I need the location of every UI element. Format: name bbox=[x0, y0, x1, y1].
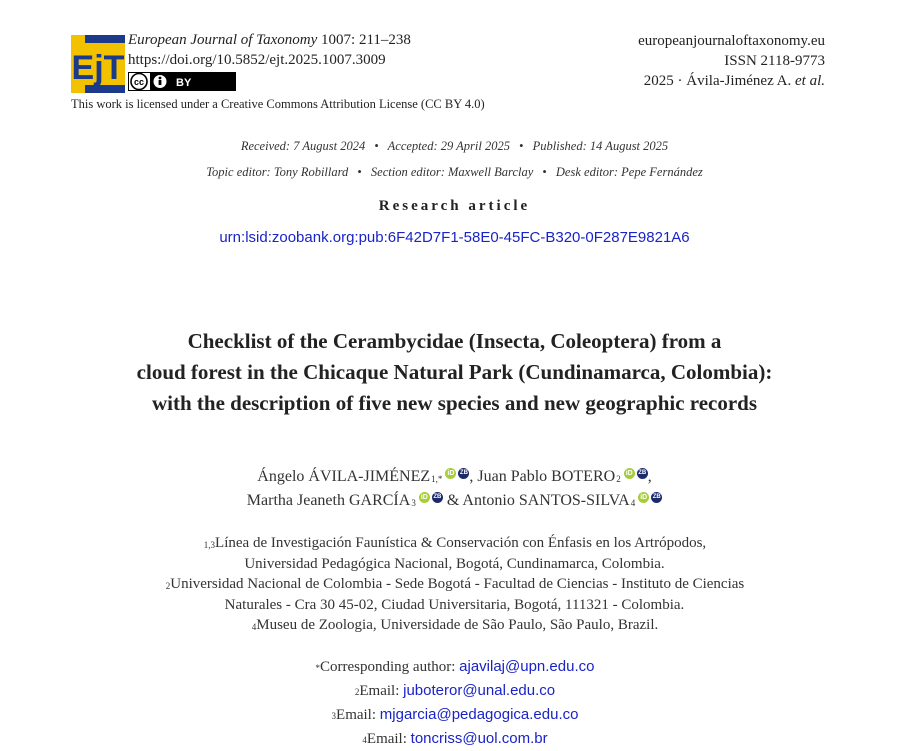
license-text: This work is licensed under a Creative Commons Attribution License (CC BY 4.0) bbox=[71, 97, 485, 111]
journal-issn: ISSN 2118-9773 bbox=[724, 53, 825, 69]
affiliation-line: Universidad Pedagógica Nacional, Bogotá, Cundinamarca, Colombia. bbox=[244, 555, 665, 572]
journal-citation bbox=[128, 31, 411, 50]
title-line: Checklist of the Cerambycidae (Insecta, Coleoptera) from a bbox=[187, 329, 722, 353]
desk-editor: Desk editor: Pepe Fernández bbox=[555, 165, 703, 179]
journal-meta bbox=[638, 31, 825, 91]
orcid-icon[interactable]: iD bbox=[447, 469, 455, 477]
email-link[interactable]: juboteror@unal.edu.co bbox=[403, 682, 556, 699]
contact-line: $^2$Email: juboteror@unal.edu.co bbox=[354, 682, 556, 699]
short-citation: 2025 · Ávila-Jiménez A. et al. bbox=[643, 73, 825, 89]
accepted-date: 29 April 2025 bbox=[440, 139, 510, 153]
zoobank-icon[interactable]: ZB bbox=[458, 468, 469, 479]
orcid-icon[interactable]: iD bbox=[625, 469, 633, 477]
email-link[interactable]: toncriss@uol.com.br bbox=[410, 730, 548, 747]
topic-editor: Topic editor: Tony Robillard bbox=[206, 165, 349, 179]
editors-line: Topic editor: Tony Robillard • Section editor: Maxwell Barclay • Desk editor: Pepe Fernández bbox=[206, 165, 703, 179]
title-line: cloud forest in the Chicaque Natural Park (Cundinamarca, Colombia): bbox=[136, 360, 773, 384]
title-line: with the description of five new species and new geographic records bbox=[151, 391, 758, 415]
publication-dates: Received: 7 August 2024 • Accepted: 29 April 2025 • Published: 14 August 2025 bbox=[240, 139, 669, 153]
ejt-logo bbox=[71, 35, 125, 93]
received-date: 7 August 2024 bbox=[293, 139, 366, 153]
author-name: Juan Pablo BOTERO$^2$iD ZB, bbox=[477, 468, 652, 485]
orcid-icon[interactable]: iD bbox=[640, 493, 648, 501]
author-name: Antonio SANTOS-SILVA$^4$iD ZB bbox=[462, 492, 661, 509]
cc-by-badge[interactable] bbox=[128, 72, 236, 91]
journal-website[interactable]: europeanjournaloftaxonomy.eu bbox=[638, 33, 825, 49]
article-title bbox=[40, 326, 869, 419]
affiliations bbox=[0, 533, 909, 636]
journal-issue: 1007: 211–238 bbox=[321, 32, 411, 48]
contact-emails bbox=[0, 655, 909, 751]
author-name: Ángelo ÁVILA-$JIMÉNEZ^{1,*}iD$ ZB, bbox=[257, 468, 474, 485]
affiliation-line: $^{1,3}$Línea de Investigación Faunística & Conservación con Énfasis en los Artrópodos, bbox=[203, 535, 707, 551]
section-editor: Section editor: Maxwell Barclay bbox=[370, 165, 534, 179]
cc-by-label: BY bbox=[176, 77, 192, 89]
affiliation-line: $^4$Museu de Zoologia, Universidade de São Paulo, São Paulo, Brazil. bbox=[251, 617, 659, 633]
contact-line: *Corresponding author: ajavilaj@upn.edu.co bbox=[315, 658, 595, 675]
affiliation-line: Naturales - Cra 30 45-02, Ciudad Universitaria, Bogotá, 111321 - Colombia. bbox=[224, 596, 685, 613]
published-date: 14 August 2025 bbox=[589, 139, 669, 153]
email-link[interactable]: ajavilaj@upn.edu.co bbox=[459, 658, 595, 675]
zoobank-icon[interactable]: ZB bbox=[432, 492, 443, 503]
contact-line: $^4$Email: toncriss@uol.com.br bbox=[362, 730, 548, 747]
orcid-icon[interactable]: iD bbox=[420, 493, 428, 501]
doi-link[interactable]: https://doi.org/10.5852/ejt.2025.1007.3009 bbox=[128, 52, 386, 68]
cc-icon: cc bbox=[133, 77, 145, 87]
contact-line: $^3$Email: mjgarcia@pedagogica.edu.co bbox=[331, 706, 579, 723]
affiliation-line: $^2$Universidad Nacional de Colombia - Sede Bogotá - Facultad de Ciencias - Instituto de Ciencias bbox=[165, 576, 745, 592]
logo-text: EjT bbox=[71, 49, 125, 87]
zoobank-urn-link[interactable]: urn:lsid:zoobank.org:pub:6F42D7F1-58E0-45FC-B320-0F287E9821A6 bbox=[219, 229, 690, 246]
author-list bbox=[0, 465, 909, 513]
article-type: Research article bbox=[378, 198, 531, 214]
journal-name: European Journal of Taxonomy bbox=[128, 32, 318, 48]
zoobank-icon[interactable]: ZB bbox=[637, 468, 648, 479]
zoobank-icon[interactable]: ZB bbox=[651, 492, 662, 503]
author-name: Martha Jeaneth GARCÍA$^3$iD ZB & bbox=[246, 492, 460, 509]
email-link[interactable]: mjgarcia@pedagogica.edu.co bbox=[379, 706, 579, 723]
